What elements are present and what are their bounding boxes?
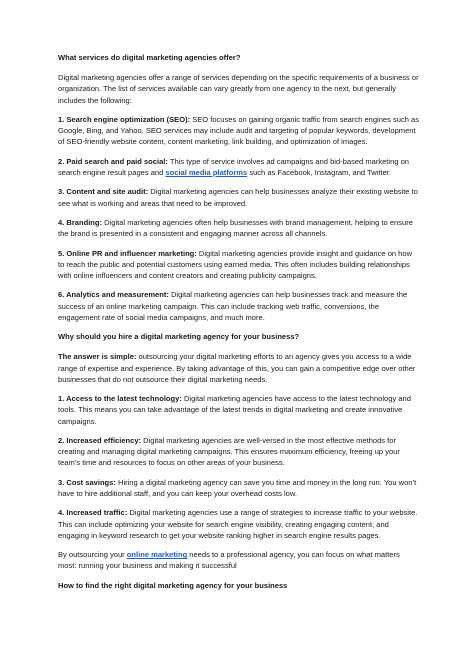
service-title: 6. Analytics and measurement: <box>58 290 169 300</box>
service-item-branding <box>58 217 420 239</box>
service-text: Digital marketing agencies often help businesses with brand management, helping to ensure the brand is presented in a consistent and engaging manner across all channels. <box>58 217 413 239</box>
benefit-item-technology <box>58 393 420 427</box>
benefit-item-cost <box>58 477 420 499</box>
heading-why: Why should you hire a digital marketing agency for your business? <box>58 332 300 342</box>
benefit-title: 4. Increased traffic: <box>58 508 128 518</box>
service-item-analytics <box>58 289 420 323</box>
document-page <box>58 52 420 600</box>
service-title: 1. Search engine optimization (SEO): <box>58 115 191 124</box>
intro-paragraph: Digital marketing agencies offer a range of services depending on the specific requirements of a business or organization. The list of services available can vary greatly from one agency to the next, but generally includes the following: <box>58 73 419 105</box>
benefit-title: 1. Access to the latest technology: <box>58 394 182 404</box>
service-item-pr <box>58 248 420 282</box>
service-text: Digital marketing agencies can help businesses analyze their existing website to see what is working and areas that need to be improved. <box>58 187 418 208</box>
service-title: 3. Content and site audit: <box>58 187 149 197</box>
answer-paragraph <box>58 351 420 385</box>
benefit-text: Digital marketing agencies have access to the latest technology and tools. This means you can take advantage of the latest trends in digital marketing and create innovative campaigns. <box>58 394 411 426</box>
service-item-paid <box>58 156 420 178</box>
benefit-title: 3. Cost savings: <box>58 477 116 487</box>
outsourcing-paragraph <box>58 549 420 571</box>
answer-text: outsourcing your digital marketing efforts to an agency gives you access to a wide range of expertise and experience. By taking advantage of this, you can gain a competitive edge over other businesses that do not outsource their digital marketing needs. <box>58 352 416 384</box>
service-item-audit <box>58 186 420 208</box>
outsourcing-text: By outsourcing your <box>58 550 127 560</box>
heading-find: How to find the right digital marketing agency for your business <box>58 580 288 590</box>
online-marketing-link[interactable]: online marketing <box>126 550 188 560</box>
service-text: This type of service involves ad campaigns and bid-based marketing on search engine result pages and <box>58 156 409 177</box>
heading-services: What services do digital marketing agencies offer? <box>58 53 241 62</box>
service-item-seo <box>58 114 420 148</box>
service-title: 2. Paid search and paid social: <box>58 156 168 166</box>
benefit-title: 2. Increased efficiency: <box>58 435 142 445</box>
service-text: such as Facebook, Instagram, and Twitter. <box>247 168 391 177</box>
benefit-text: Digital marketing agencies use a range of strategies to increase traffic to your website. This can include optimizing your website for search engine visibility, creating engaging content, and engaging in keyword research to get your website ranking higher in search engine results pages. <box>58 508 418 540</box>
benefit-item-efficiency <box>58 435 420 469</box>
service-title: 5. Online PR and influencer marketing: <box>58 248 197 258</box>
service-text: Digital marketing agencies can help businesses track and measure the success of an online marketing campaign. This can include tracking web traffic, conversions, the engagement rate of social media campaigns, and much more. <box>58 290 408 322</box>
service-text: SEO focuses on gaining organic traffic from search engines such as Google, Bing, and Yahoo. SEO services may include audit and targeting of popular keywords, development of SEO-friendly website content, content marketing, link building, and optimization of images. <box>58 115 419 147</box>
benefit-text: Hiring a digital marketing agency can save you time and money in the long run. You won’t have to hire additional staff, and you can keep your overhead costs low. <box>58 477 417 498</box>
service-title: 4. Branding: <box>58 217 103 227</box>
benefit-text: Digital marketing agencies are well-versed in the most effective methods for creating and managing digital marketing campaigns. This ensures maximum efficiency, freeing up your team’s time and resources to focus on other areas of your business. <box>58 435 400 468</box>
social-media-platforms-link[interactable]: social media platforms <box>165 168 248 177</box>
service-text: Digital marketing agencies provide insight and guidance on how to reach the public and potential customers using earned media. This often includes building relationships with online influencers and content creators and creating publicity campaigns. <box>58 248 413 280</box>
benefit-item-traffic <box>58 507 420 541</box>
outsourcing-text: needs to a professional agency, you can focus on what matters most: running your business and making it successful <box>58 550 400 571</box>
answer-title: The answer is simple: <box>58 352 137 362</box>
